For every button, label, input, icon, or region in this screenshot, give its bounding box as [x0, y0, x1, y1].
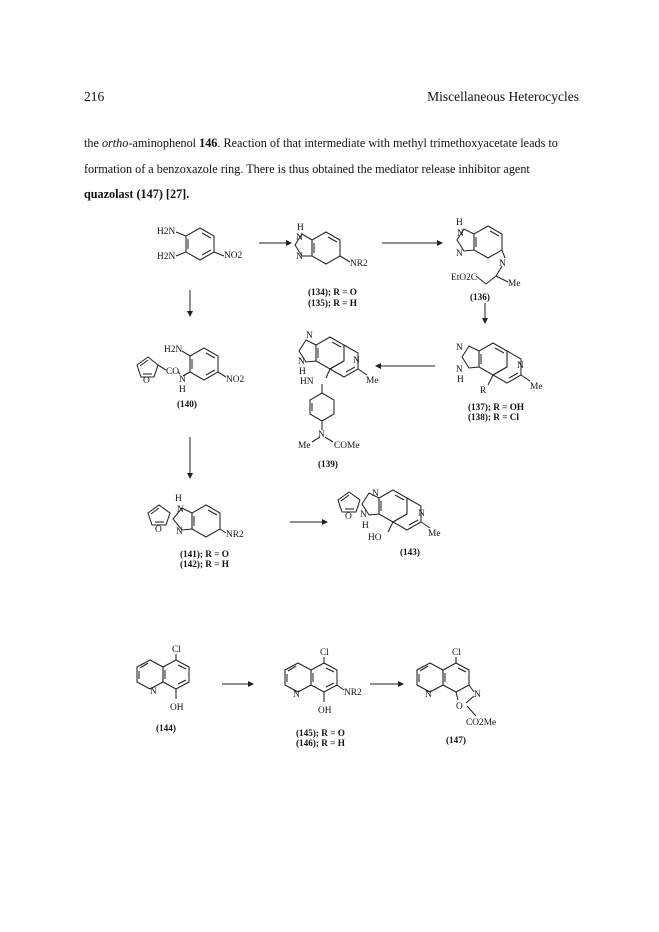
running-title: Miscellaneous Heterocycles — [427, 89, 579, 104]
diamine-nh2-bottom: H2N — [157, 252, 176, 262]
c137-n2: N — [456, 365, 463, 375]
c140-no2: NO2 — [226, 375, 245, 385]
c139-n1: N — [306, 331, 313, 341]
c140-co: CO — [166, 367, 180, 377]
c139-label: (139) — [318, 459, 338, 469]
c137-me: Me — [530, 382, 543, 392]
c144-cl: Cl — [172, 645, 181, 655]
c140-o: O — [143, 376, 150, 386]
quazolast-ref: quazolast (147) [27]. — [84, 187, 190, 201]
c136-me: Me — [508, 279, 521, 289]
c141-h: H — [175, 494, 182, 504]
c134-n2: N — [296, 252, 303, 262]
c141-n2: N — [176, 527, 183, 537]
structure-139 — [298, 331, 379, 469]
c143-n1: N — [372, 489, 379, 499]
structure-136 — [451, 218, 521, 302]
c135-label: (135); R = H — [308, 298, 357, 308]
c143-n2: N — [360, 510, 367, 520]
c137-label: (137); R = OH — [468, 402, 525, 412]
c137-n1: N — [456, 343, 463, 353]
c136-n3: N — [499, 259, 506, 269]
c134-h: H — [297, 223, 304, 233]
arrow-to-140 — [187, 290, 193, 317]
c145-cl: Cl — [320, 648, 329, 658]
c136-h: H — [456, 218, 463, 228]
c134-nr2: NR2 — [350, 259, 368, 269]
c139-me: Me — [366, 376, 379, 386]
c142-label: (142); R = H — [180, 559, 229, 569]
c147-label: (147) — [446, 735, 466, 745]
c143-label: (143) — [400, 547, 420, 557]
c143-ho: HO — [368, 533, 382, 543]
c143-h: H — [362, 521, 369, 531]
body-line-2: formation of a benzoxazole ring. There is thus obtained the mediator release inhibitor agent — [84, 161, 530, 176]
structure-137 — [456, 343, 543, 422]
structure-140 — [137, 345, 245, 409]
c139-n4: N — [318, 430, 325, 440]
c147-o: O — [456, 702, 463, 712]
c145-oh: OH — [318, 706, 332, 716]
c137-r: R — [480, 386, 487, 396]
c143-n3: N — [418, 509, 425, 519]
compound-ref-146: 146 — [199, 136, 218, 150]
structure-143 — [338, 489, 441, 557]
line1-b: -aminophenol — [128, 136, 200, 150]
c147-cl: Cl — [452, 648, 461, 658]
arrow-to-147 — [370, 681, 404, 687]
diamine-no2: NO2 — [224, 251, 243, 261]
c139-come: COMe — [334, 441, 360, 451]
c136-n2: N — [456, 249, 463, 259]
arrow-to-136 — [382, 240, 443, 246]
c140-label: (140) — [177, 399, 197, 409]
c146-label: (146); R = H — [296, 738, 345, 748]
italic-ortho: ortho — [101, 136, 129, 150]
structure-147 — [417, 648, 496, 745]
c144-label: (144) — [156, 723, 176, 733]
c139-h: H — [299, 367, 306, 377]
arrow-to-143 — [290, 519, 328, 525]
c140-h: H — [179, 385, 186, 395]
arrow-to-134 — [259, 240, 292, 246]
structure-144 — [137, 645, 189, 733]
c137-n3: N — [517, 361, 524, 371]
c136-ester: EtO2C — [451, 273, 478, 283]
c144-oh: OH — [170, 703, 184, 713]
c139-me2: Me — [298, 441, 311, 451]
c139-hn: HN — [300, 377, 314, 387]
c141-o: O — [155, 525, 162, 535]
arrow-to-141 — [187, 437, 193, 479]
c145-label: (145); R = O — [296, 728, 345, 738]
c144-n: N — [150, 687, 157, 697]
c143-me: Me — [428, 529, 441, 539]
structure-diamine — [157, 227, 243, 262]
c137-h: H — [457, 375, 464, 385]
arrow-to-145 — [222, 681, 254, 687]
structure-134 — [295, 223, 368, 308]
c145-nr2: NR2 — [344, 688, 362, 698]
c147-n1: N — [425, 690, 432, 700]
c140-h2n: H2N — [164, 345, 183, 355]
arrow-to-139 — [375, 363, 435, 369]
c147-co2me: CO2Me — [466, 718, 497, 728]
c134-label: (134); R = O — [308, 287, 357, 297]
line1-c: . Reaction of that intermediate with methyl trimethoxyacetate leads to — [217, 136, 558, 150]
c143-o: O — [345, 512, 352, 522]
c141-label: (141); R = O — [180, 549, 229, 559]
c138-label: (138); R = Cl — [468, 412, 519, 422]
c136-n1: N — [457, 229, 464, 239]
c145-n: N — [293, 690, 300, 700]
diamine-nh2-top: H2N — [157, 227, 176, 237]
c140-n: N — [179, 375, 186, 385]
c141-n1: N — [177, 505, 184, 515]
c134-n1: N — [296, 233, 303, 243]
structure-145 — [285, 648, 362, 748]
arrow-to-137 — [482, 303, 488, 324]
c147-n2: N — [474, 690, 481, 700]
c136-label: (136) — [470, 292, 490, 302]
c139-n2: N — [298, 357, 305, 367]
c141-nr2: NR2 — [226, 530, 244, 540]
structure-141 — [148, 494, 244, 569]
c139-n3: N — [353, 356, 360, 366]
line1-a: the — [84, 136, 102, 150]
page-number: 216 — [84, 89, 105, 104]
